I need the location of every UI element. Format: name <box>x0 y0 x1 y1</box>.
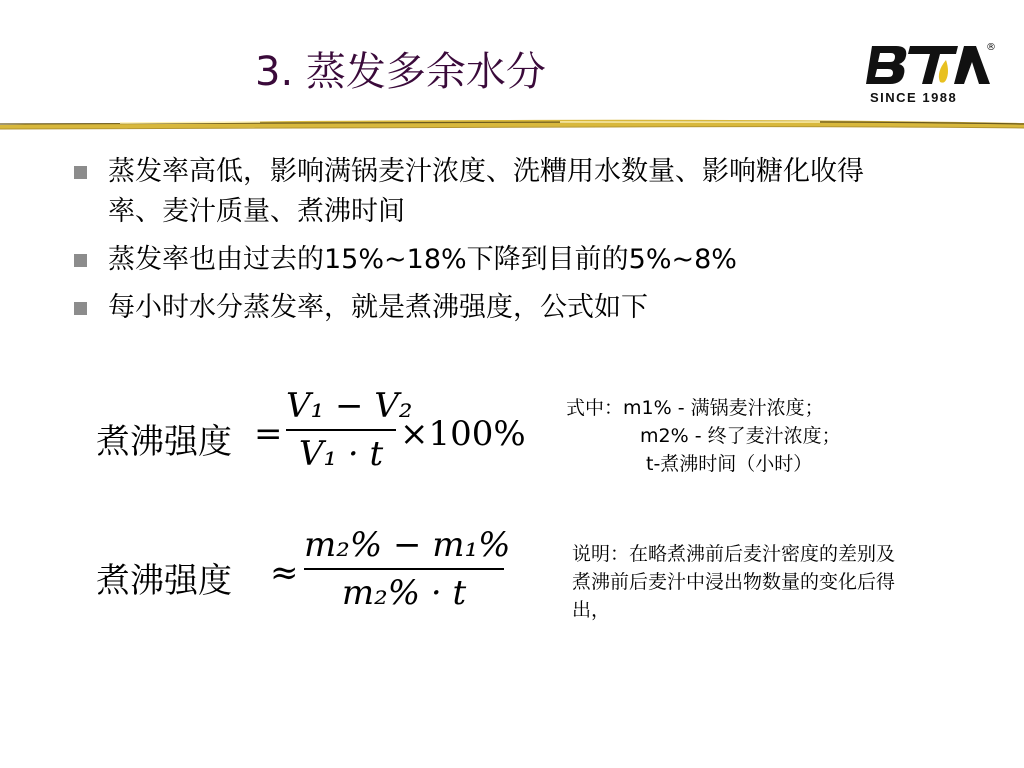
bullet-item <box>70 240 930 280</box>
formula-multiplier: ×100% <box>400 414 526 454</box>
bullet-list <box>70 152 930 336</box>
formula-denominator: V₁ · t <box>298 434 384 474</box>
formula-lhs: 煮沸强度 <box>96 561 232 601</box>
formula-lhs: 煮沸强度 <box>96 422 232 462</box>
logo-mark <box>866 38 998 90</box>
bullet-square-icon <box>74 302 87 315</box>
logo-tagline: SINCE 1988 <box>870 90 958 105</box>
bullet-square-icon <box>74 254 87 267</box>
legend-line: t-煮沸时间（小时） <box>646 453 813 475</box>
bullet-text: 蒸发率也由过去的15%~18%下降到目前的5%~8% <box>108 244 737 275</box>
bullet-item <box>70 152 930 232</box>
variable-legend <box>566 394 841 478</box>
registered-mark: ® <box>986 42 996 53</box>
formula-explanation: 说明：在略煮沸前后麦汁密度的差别及煮沸前后麦汁中浸出物数量的变化后得出， <box>572 543 896 621</box>
bullet-item <box>70 288 930 328</box>
legend-line: 式中：m1% - 满锅麦汁浓度； <box>566 397 824 419</box>
title-divider <box>0 112 1024 134</box>
formula-numerator: V₁ − V₂ <box>286 386 413 426</box>
legend-line: m2% - 终了麦汁浓度； <box>640 425 841 447</box>
fraction-bar <box>286 429 396 431</box>
formula-fraction <box>304 525 511 613</box>
fraction-bar <box>304 568 504 570</box>
bta-logo <box>866 38 998 110</box>
formula-denominator: m₂% · t <box>341 573 467 613</box>
formula-equals: = <box>254 414 283 454</box>
formula-fraction <box>286 386 413 474</box>
formula-numerator: m₂% − m₁% <box>304 525 511 565</box>
formula-approx: ≈ <box>270 553 299 593</box>
bullet-text: 蒸发率高低，影响满锅麦汁浓度、洗糟用水数量、影响糖化收得率、麦汁质量、煮沸时间 <box>108 156 864 227</box>
slide-title: 3. 蒸发多余水分 <box>255 49 546 95</box>
bullet-text: 每小时水分蒸发率，就是煮沸强度，公式如下 <box>108 292 648 323</box>
bullet-square-icon <box>74 166 87 179</box>
